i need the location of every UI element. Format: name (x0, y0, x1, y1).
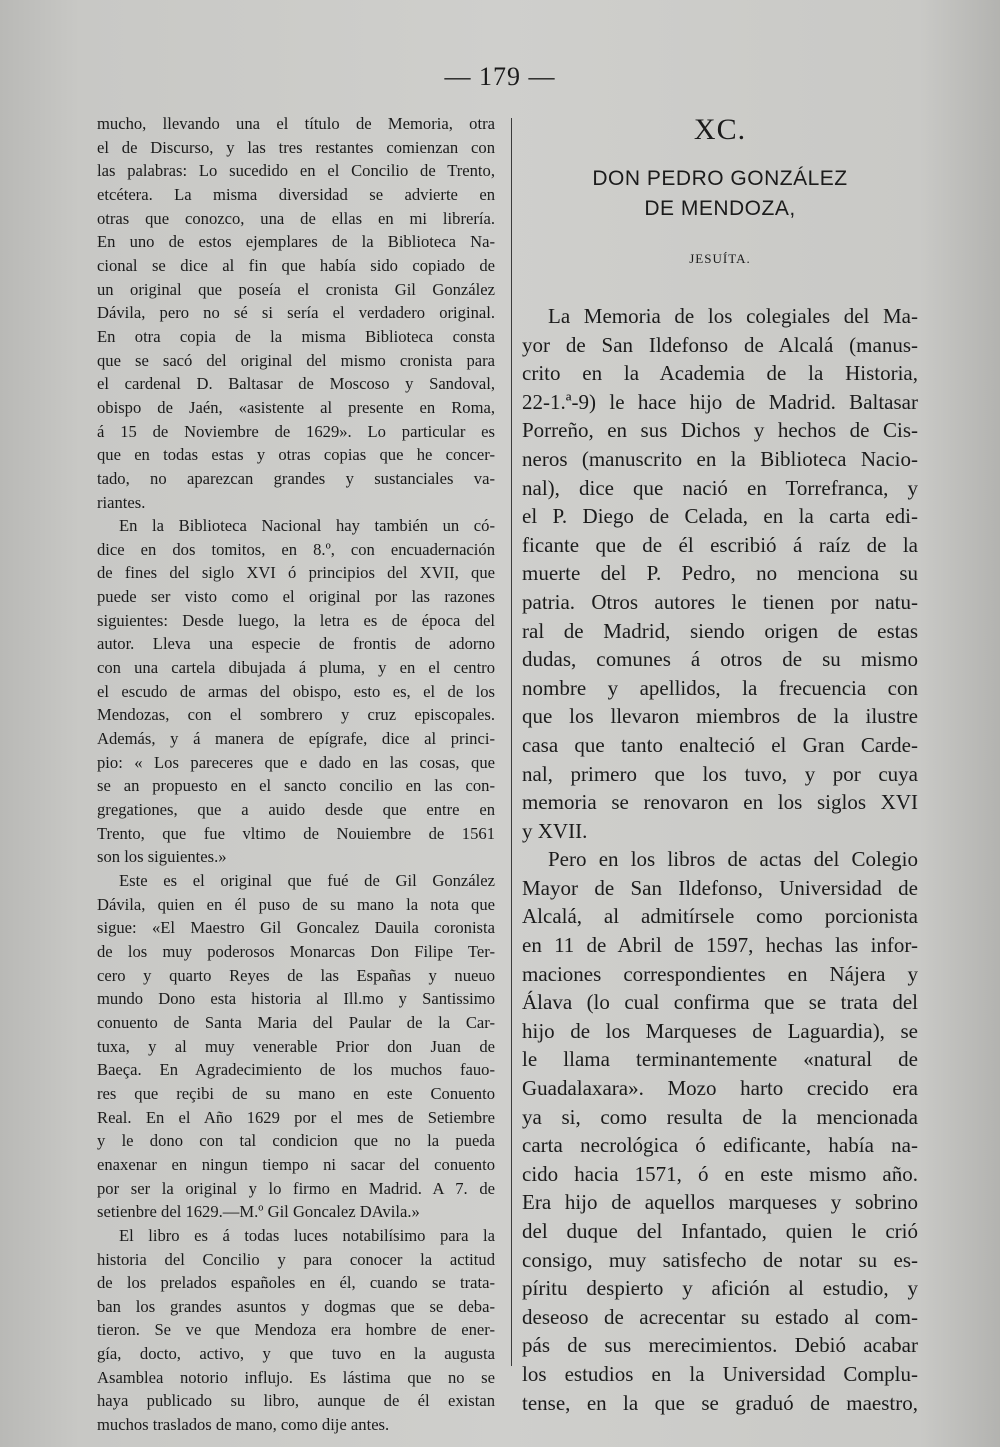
text-line: sigue: «El Maestro Gil Goncalez Dauila coronista (97, 918, 495, 938)
text-line: muerte del P. Pedro, no menciona su (522, 561, 918, 586)
text-line: los estudios en la Universidad Complu- (522, 1361, 918, 1386)
text-line: etcétera. La misma diversidad se advierte en (97, 184, 495, 204)
text-line: de fines del siglo XVI ó principios del XVII, que (97, 563, 495, 583)
text-line: puede ser visto como el original por las razones (97, 587, 495, 607)
chapter-title-line: DON PEDRO GONZÁLEZ (592, 167, 848, 190)
text-line: En la Biblioteca Nacional hay también un có- (119, 516, 495, 536)
chapter-title-line: DE MENDOZA, (644, 197, 796, 220)
text-line: y le dono con tal condicion que no la pueda (97, 1131, 495, 1151)
text-line: le llama terminantemente «natural de (522, 1047, 918, 1072)
text-line: historia del Concilio y para conocer la actitud (97, 1249, 495, 1269)
text-line: deseoso de acrecentar su estado al com- (522, 1304, 918, 1329)
text-line: neros (manuscrito en la Biblioteca Nacio- (522, 446, 918, 471)
text-line: Guadalaxara». Mozo harto crecido era (522, 1076, 918, 1101)
text-line: carta necrológica ó edificante, había na- (522, 1133, 918, 1158)
text-line: tuxa, y al muy venerable Prior don Juan de (97, 1036, 495, 1056)
text-line: se an propuesto en el sancto concilio en las con- (97, 776, 495, 796)
text-line: dice en dos tomitos, en 8.º, con encuadernación (97, 539, 495, 559)
text-line: memoria se renovaron en los siglos XVI (522, 790, 918, 815)
text-line: que se sacó del original del mismo cronista para (97, 350, 495, 370)
text-line: patria. Otros autores le tienen por natu- (522, 589, 918, 614)
text-line: conuento de Santa Maria del Paular de la Car- (97, 1012, 495, 1032)
text-line: y XVII. (522, 818, 588, 843)
text-line: res que reçibi de su mano en este Conuento (97, 1083, 495, 1103)
text-line: por ser la original y lo firmo en Madrid. A 7. de (97, 1178, 495, 1198)
text-line: de los prelados españoles en él, cuando se trata- (97, 1273, 495, 1293)
text-line: son los siguientes.» (97, 847, 227, 867)
text-line: nal), dice que nació en Torrefranca, y (522, 475, 918, 500)
text-line: Pero en los libros de actas del Colegio (548, 847, 918, 872)
text-line: á 15 de Noviembre de 1629». Lo particular es (97, 421, 495, 441)
column-divider (511, 118, 512, 1366)
text-line: yor de San Ildefonso de Alcalá (manus- (522, 332, 918, 357)
text-line: Mayor de San Ildefonso, Universidad de (522, 875, 918, 900)
text-line: siguientes: Desde luego, la letra es de época del (97, 610, 495, 630)
text-line: 22-1.ª-9) le hace hijo de Madrid. Baltasar (522, 389, 918, 414)
text-line: mucho, llevando una el título de Memoria, otra (97, 114, 495, 133)
text-line: del duque del Infantado, quien le crió (522, 1219, 918, 1243)
text-line: tado, no aparezcan grandes y sustanciales va- (97, 468, 495, 488)
text-line: Porreño, en sus Dichos y hechos de Cis- (522, 418, 918, 443)
text-line: casa que tanto enalteció el Gran Carde- (522, 732, 918, 757)
chapter-title (522, 164, 918, 224)
right-column-body (522, 302, 918, 1417)
text-line: que los llevaron miembros de la ilustre (522, 704, 918, 729)
text-line: Era hijo de aquellos marqueses y sobrino (522, 1190, 918, 1215)
text-line: ya si, como resulta de la mencionada (522, 1104, 918, 1129)
text-line: pio: « Los pareceres que e dado en las cosas, que (97, 752, 495, 772)
text-line: el cardenal D. Baltasar de Moscoso y Sandoval, (97, 374, 495, 394)
text-line: hijo de los Marqueses de Laguardia), se (522, 1018, 918, 1043)
text-line: que en todas estas y otras copias que he concer- (97, 445, 495, 465)
text-line: Alcalá, al admitírsele como porcionista (522, 904, 918, 929)
right-column (522, 112, 918, 1417)
text-line: Además, y á manera de epígrafe, dice al princi- (97, 729, 495, 749)
text-line: el P. Diego de Celada, en la carta edi- (522, 504, 918, 529)
text-line: maciones correspondientes en Nájera y (522, 961, 918, 986)
text-line: enaxenar en ningun tiempo ni sacar del conuento (97, 1154, 495, 1174)
text-line: pás de sus merecimientos. Debió acabar (522, 1333, 918, 1358)
text-line: Real. En el Año 1629 por el mes de Setiembre (97, 1107, 495, 1127)
text-line: dudas, comunes á otros de su mismo (522, 647, 918, 672)
text-line: tense, en la que se graduó de maestro, (522, 1390, 918, 1415)
text-line: ral de Madrid, siendo origen de estas (522, 618, 918, 643)
text-line: haya publicado su libro, aunque de él existan (97, 1391, 495, 1411)
text-line: en 11 de Abril de 1597, hechas las infor- (522, 933, 918, 958)
text-line: obispo de Jaén, «asistente al presente en Roma, (97, 397, 495, 417)
text-line: nombre y apellidos, la frecuencia con (522, 675, 918, 700)
text-line: muchos traslados de mano, como dije antes. (97, 1415, 390, 1435)
text-line: cero y quarto Reyes de las Españas y nueuo (97, 965, 495, 985)
text-line: Trento, que fue vltimo de Nouiembre de 1561 (97, 823, 495, 843)
text-line: con una cartela dibujada á pluma, y en el centro (97, 658, 495, 678)
text-line: riantes. (97, 492, 146, 512)
chapter-number: XC. (693, 113, 747, 146)
text-line: las palabras: Lo sucedido en el Concilio de Trento, (97, 161, 495, 181)
text-line: autor. Lleva una especie de frontis de adorno (97, 634, 495, 654)
text-line: tieron. Se ve que Mendoza era hombre de ener- (97, 1320, 495, 1340)
text-line: gía, docto, activo, y que tuvo en la augusta (97, 1344, 495, 1364)
text-line: el de Discurso, y las tres restantes comienzan con (97, 137, 495, 157)
text-line: píritu despierto y afición al estudio, y (522, 1276, 918, 1301)
text-line: Asamblea notorio influjo. Es lástima que no se (97, 1367, 495, 1387)
text-line: Álava (lo cual confirma que se trata del (522, 990, 918, 1015)
text-line: gregationes, que a auido desde que entre en (97, 800, 495, 820)
text-line: En otra copia de la misma Biblioteca consta (97, 326, 495, 346)
text-line: La Memoria de los colegiales del Ma- (548, 304, 918, 328)
text-line: crito en la Academia de la Historia, (522, 361, 918, 386)
text-line: nal, primero que los tuvo, y por cuya (522, 761, 918, 786)
text-line: cido hacia 1571, ó en este mismo año. (522, 1161, 918, 1186)
text-line: cional se dice al fin que había sido copiado de (97, 255, 495, 275)
text-line: Mendozas, con el sombrero y cruz episcopales. (97, 705, 495, 725)
text-line: consigo, muy satisfecho de notar su es- (522, 1247, 918, 1272)
text-line: Dávila, pero no sé si sería el verdadero original. (97, 303, 495, 323)
text-line: Este es el original que fué de Gil González (119, 871, 495, 890)
left-column (97, 112, 495, 1437)
text-line: setienbre del 1629.—M.º Gil Goncalez DAvila.» (97, 1202, 420, 1222)
text-line: ban los grandes asuntos y dogmas que se deba- (97, 1296, 495, 1316)
text-line: En uno de estos ejemplares de la Biblioteca Na- (97, 232, 495, 252)
page-number: — 179 — (444, 62, 556, 91)
text-line: el escudo de armas del obispo, esto es, el de los (97, 681, 495, 701)
text-line: otras que conozco, una de ellas en mi librería. (97, 208, 495, 228)
text-line: Baeça. En Agradecimiento de los muchos fauo- (97, 1060, 495, 1080)
text-line: un original que poseía el cronista Gil González (97, 279, 495, 299)
text-line: Dávila, quien en él puso de su mano la nota que (97, 894, 495, 914)
text-line: El libro es á todas luces notabilísimo para la (119, 1225, 495, 1245)
text-line: mundo Dono esta historia al Ill.mo y Santissimo (97, 989, 495, 1009)
text-line: ficante que de él escribió á raíz de la (522, 532, 918, 557)
chapter-subtitle: JESUÍTA. (689, 251, 751, 266)
text-line: de los muy poderosos Monarcas Don Filipe Ter- (97, 941, 495, 961)
